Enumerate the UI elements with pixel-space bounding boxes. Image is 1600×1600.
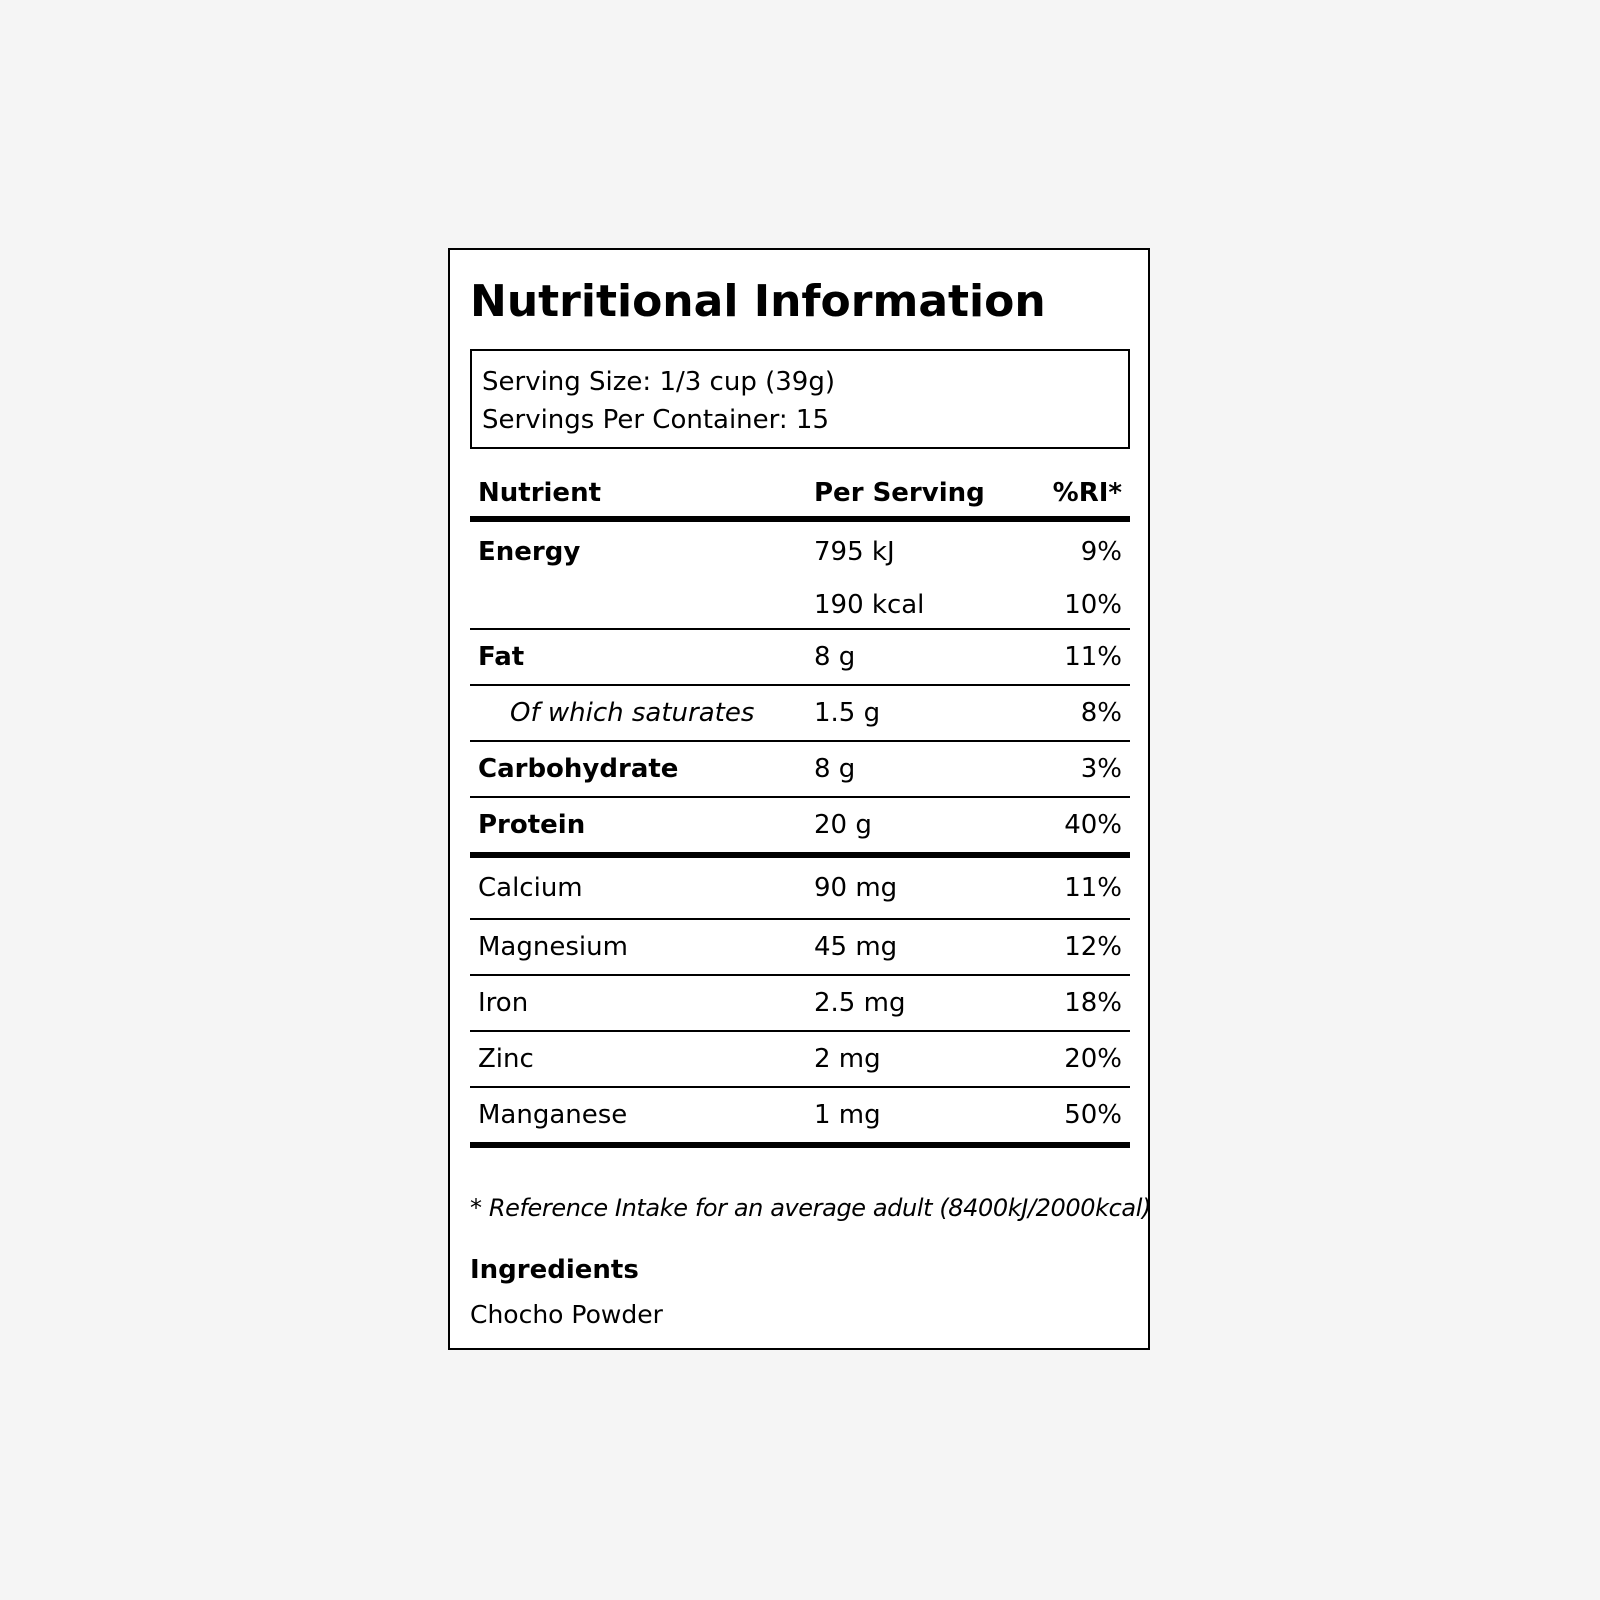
header-per-serving: Per Serving (814, 478, 985, 508)
nutrition-label (448, 248, 1150, 1350)
per-serving-value: 90 mg (814, 873, 898, 903)
table-row-zinc (470, 1032, 1130, 1086)
ri-value: 50% (1064, 1100, 1122, 1130)
per-serving-value: 190 kcal (814, 590, 925, 620)
per-serving-value: 2.5 mg (814, 988, 906, 1018)
nutrient-name: Fat (478, 642, 525, 672)
ri-value: 18% (1064, 988, 1122, 1018)
nutrition-table (470, 470, 1130, 1148)
table-header (470, 470, 1130, 516)
header-ri: %RI* (1052, 478, 1122, 508)
ri-value: 40% (1064, 810, 1122, 840)
table-row-carbohydrate (470, 742, 1130, 796)
ingredients-text: Chocho Powder (470, 1300, 663, 1329)
ri-value: 3% (1080, 754, 1122, 784)
nutrient-name: Carbohydrate (478, 754, 679, 784)
table-row-energy-kj (470, 522, 1130, 582)
nutrient-name: Manganese (478, 1100, 628, 1130)
ri-value: 11% (1064, 873, 1122, 903)
ri-value: 9% (1080, 537, 1122, 567)
ri-value: 12% (1064, 932, 1122, 962)
table-row-fat (470, 630, 1130, 684)
servings-per-container: Servings Per Container: 15 (482, 405, 830, 435)
reference-intake-footnote: * Reference Intake for an average adult (8400kJ/2000kcal) (470, 1194, 1151, 1222)
nutrient-name: Calcium (478, 873, 583, 903)
ingredients-heading: Ingredients (470, 1255, 639, 1285)
table-row-energy-kcal (470, 582, 1130, 628)
nutrient-name: Iron (478, 988, 529, 1018)
per-serving-value: 45 mg (814, 932, 898, 962)
table-row-protein (470, 798, 1130, 852)
per-serving-value: 8 g (814, 642, 856, 672)
per-serving-value: 8 g (814, 754, 856, 784)
table-row-magnesium (470, 920, 1130, 974)
nutrient-name: Zinc (478, 1044, 534, 1074)
nutrient-name: Energy (478, 537, 581, 567)
ri-value: 8% (1080, 698, 1122, 728)
table-row-saturates (470, 686, 1130, 740)
ri-value: 20% (1064, 1044, 1122, 1074)
header-nutrient: Nutrient (478, 478, 602, 508)
per-serving-value: 1 mg (814, 1100, 881, 1130)
per-serving-value: 1.5 g (814, 698, 881, 728)
per-serving-value: 795 kJ (814, 537, 895, 567)
serving-info-box (470, 349, 1130, 449)
nutrient-name: Of which saturates (510, 698, 755, 728)
serving-size: Serving Size: 1/3 cup (39g) (482, 367, 835, 397)
label-title: Nutritional Information (470, 276, 1046, 327)
table-row-manganese (470, 1088, 1130, 1142)
per-serving-value: 20 g (814, 810, 872, 840)
nutrient-name: Protein (478, 810, 586, 840)
ri-value: 10% (1064, 590, 1122, 620)
per-serving-value: 2 mg (814, 1044, 881, 1074)
divider-thick (470, 1142, 1130, 1148)
ri-value: 11% (1064, 642, 1122, 672)
table-row-iron (470, 976, 1130, 1030)
nutrient-name: Magnesium (478, 932, 628, 962)
table-row-calcium (470, 858, 1130, 918)
